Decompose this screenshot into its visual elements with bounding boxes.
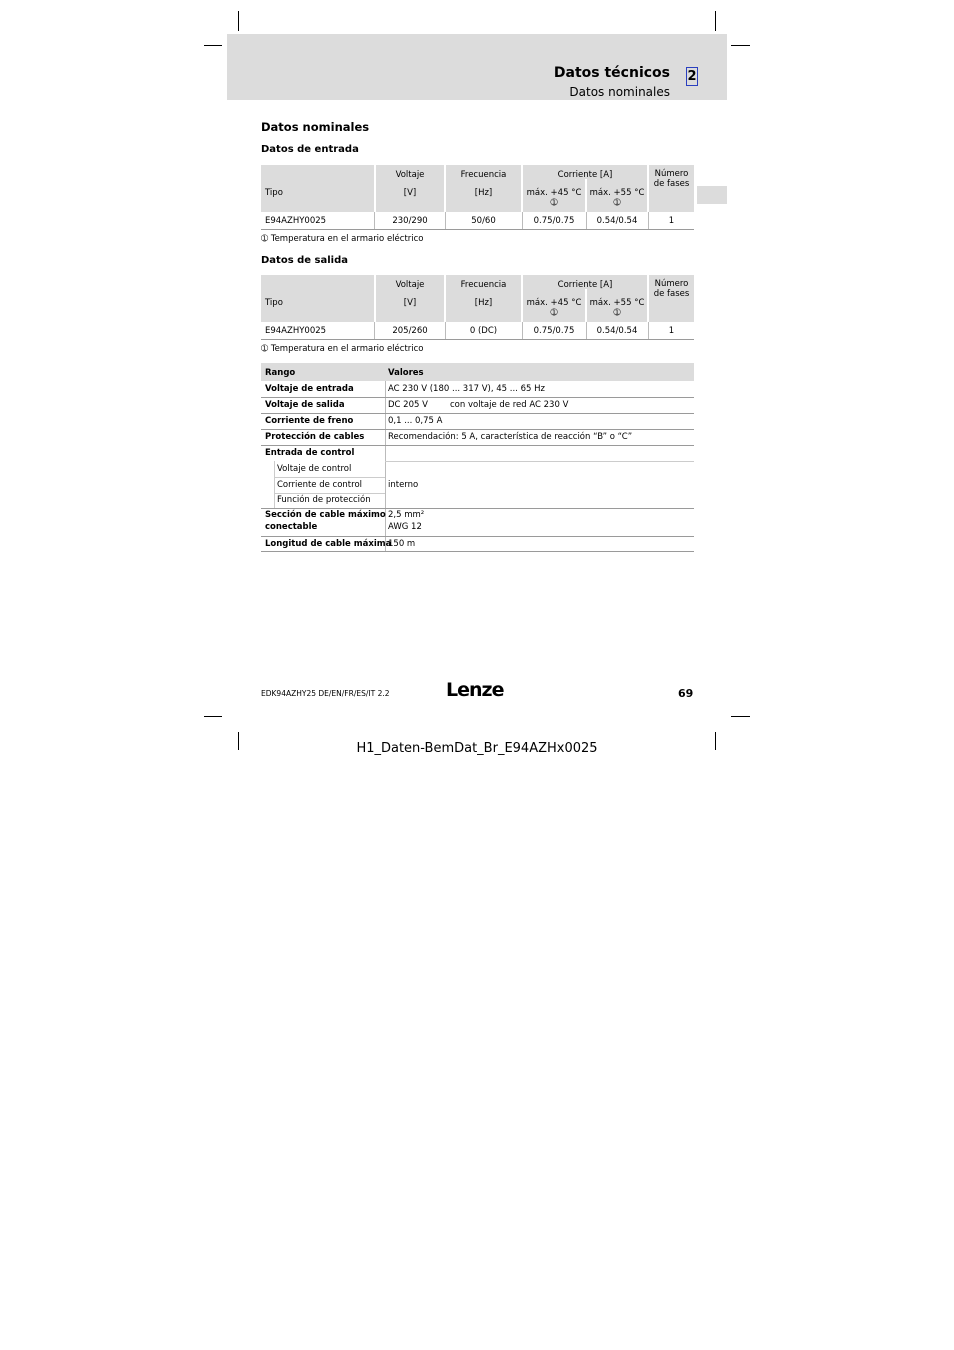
row-divider (261, 413, 694, 414)
col-header-fases: Número (654, 279, 689, 289)
output-data-heading: Datos de salida (261, 255, 349, 266)
row-label-control-current: Corriente de control (277, 480, 363, 490)
col-header-frecuencia-unit: [Hz] (474, 188, 493, 198)
col-header-max55: máx. +55 °C (589, 298, 645, 308)
col-header-fases: de fases (653, 179, 690, 189)
page-header (227, 34, 727, 100)
row-divider (385, 461, 694, 462)
page-number: 69 (678, 687, 694, 700)
row-divider (261, 551, 694, 552)
col-header-voltaje-unit: [V] (403, 298, 417, 308)
column-divider (522, 322, 523, 339)
lenze-logo: Lenze (446, 679, 504, 701)
row-value-brake-current: 0,1 ... 0,75 A (388, 416, 443, 426)
column-divider (445, 322, 446, 339)
row-divider (261, 339, 694, 340)
column-divider (586, 212, 587, 229)
row-divider (261, 429, 694, 430)
document-id: H1_Daten-BemDat_Br_E94AZHx0025 (356, 741, 598, 756)
table-cell-tipo: E94AZHY0025 (265, 216, 327, 226)
col-header-frecuencia: Frecuencia (460, 170, 507, 180)
input-data-heading: Datos de entrada (261, 144, 359, 155)
row-label-cable-section: Sección de cable máximo (265, 510, 386, 520)
row-value-output-voltage: DC 205 V (388, 400, 428, 410)
table-header-row (261, 363, 694, 381)
row-label-brake-current: Corriente de freno (265, 416, 354, 426)
crop-mark (731, 45, 750, 46)
col-header-voltaje: Voltaje (395, 280, 425, 290)
column-divider (648, 322, 649, 339)
col-header-voltaje-unit: [V] (403, 188, 417, 198)
crop-mark (204, 716, 222, 717)
row-divider (261, 536, 694, 537)
col-header-corriente: Corriente [A] (557, 280, 613, 290)
table-cell-voltaje: 205/260 (392, 326, 428, 336)
row-value-cable-protection: Recomendación: 5 A, característica de reacción “B” o “C” (388, 432, 633, 442)
col-header-tipo: Tipo (265, 298, 283, 308)
section-title: Datos nominales (261, 120, 370, 134)
col-header-rango: Rango (265, 368, 296, 378)
column-divider (522, 212, 523, 229)
column-divider (374, 322, 375, 339)
row-label-control-voltage: Voltaje de control (277, 464, 352, 474)
row-label-cable-protection: Protección de cables (265, 432, 365, 442)
row-note-output-voltage: con voltaje de red AC 230 V (450, 400, 569, 410)
document-reference: EDK94AZHY25 DE/EN/FR/ES/IT 2.2 (261, 689, 390, 698)
footnote-marker: ➀ (613, 198, 621, 208)
row-label-output-voltage: Voltaje de salida (265, 400, 345, 410)
table-cell-corriente-55: 0.54/0.54 (596, 326, 638, 336)
column-divider (586, 322, 587, 339)
page-subtitle: Datos nominales (569, 85, 670, 99)
col-header-corriente: Corriente [A] (557, 170, 613, 180)
input-footnote: ➀ Temperatura en el armario eléctrico (261, 234, 424, 244)
page-title: Datos técnicos (553, 65, 670, 81)
characteristics-table (261, 363, 694, 553)
chapter-side-tab (697, 186, 727, 204)
table-cell-tipo: E94AZHY0025 (265, 326, 327, 336)
col-header-tipo: Tipo (265, 188, 283, 198)
table-cell-fases: 1 (668, 326, 675, 336)
table-cell-corriente-55: 0.54/0.54 (596, 216, 638, 226)
row-label-control-input: Entrada de control (265, 448, 355, 458)
col-header-max45: máx. +45 °C (526, 298, 582, 308)
output-footnote: ➀ Temperatura en el armario eléctrico (261, 344, 424, 354)
footnote-marker: ➀ (613, 308, 621, 318)
col-header-frecuencia: Frecuencia (460, 280, 507, 290)
chapter-number[interactable]: 2 (687, 69, 697, 84)
row-label-cable-section: conectable (265, 522, 318, 532)
row-label-cable-length: Longitud de cable máxima (265, 539, 392, 549)
column-divider (648, 212, 649, 229)
row-divider (261, 229, 694, 230)
col-header-frecuencia-unit: [Hz] (474, 298, 493, 308)
table-cell-fases: 1 (668, 216, 675, 226)
crop-mark (731, 716, 750, 717)
crop-mark (204, 45, 222, 46)
table-cell-voltaje: 230/290 (392, 216, 428, 226)
col-header-fases: Número (654, 169, 689, 179)
output-data-table (261, 275, 694, 341)
input-data-table (261, 165, 694, 231)
col-header-voltaje: Voltaje (395, 170, 425, 180)
footnote-marker: ➀ (550, 198, 558, 208)
footnote-marker: ➀ (550, 308, 558, 318)
row-value-input-voltage: AC 230 V (180 ... 317 V), 45 ... 65 Hz (388, 384, 545, 394)
crop-mark (238, 11, 239, 31)
row-label-protection-function: Función de protección (277, 495, 371, 505)
row-divider (274, 477, 385, 478)
row-value-cable-section: AWG 12 (388, 522, 422, 532)
table-cell-frecuencia: 0 (DC) (469, 326, 498, 336)
column-divider (385, 381, 386, 551)
table-cell-corriente-45: 0.75/0.75 (533, 216, 575, 226)
col-header-max45: máx. +45 °C (526, 188, 582, 198)
row-divider (261, 397, 694, 398)
col-header-max55: máx. +55 °C (589, 188, 645, 198)
table-cell-corriente-45: 0.75/0.75 (533, 326, 575, 336)
col-header-valores: Valores (388, 368, 424, 378)
col-header-fases: de fases (653, 289, 690, 299)
row-value-control: interno (388, 480, 419, 490)
column-divider (374, 212, 375, 229)
row-value-cable-section: 2,5 mm² (388, 510, 425, 520)
indent-divider (274, 461, 275, 509)
row-divider (261, 445, 694, 446)
row-label-input-voltage: Voltaje de entrada (265, 384, 354, 394)
column-divider (445, 212, 446, 229)
crop-mark (715, 11, 716, 31)
row-value-cable-length: 150 m (388, 539, 416, 549)
table-cell-frecuencia: 50/60 (471, 216, 496, 226)
